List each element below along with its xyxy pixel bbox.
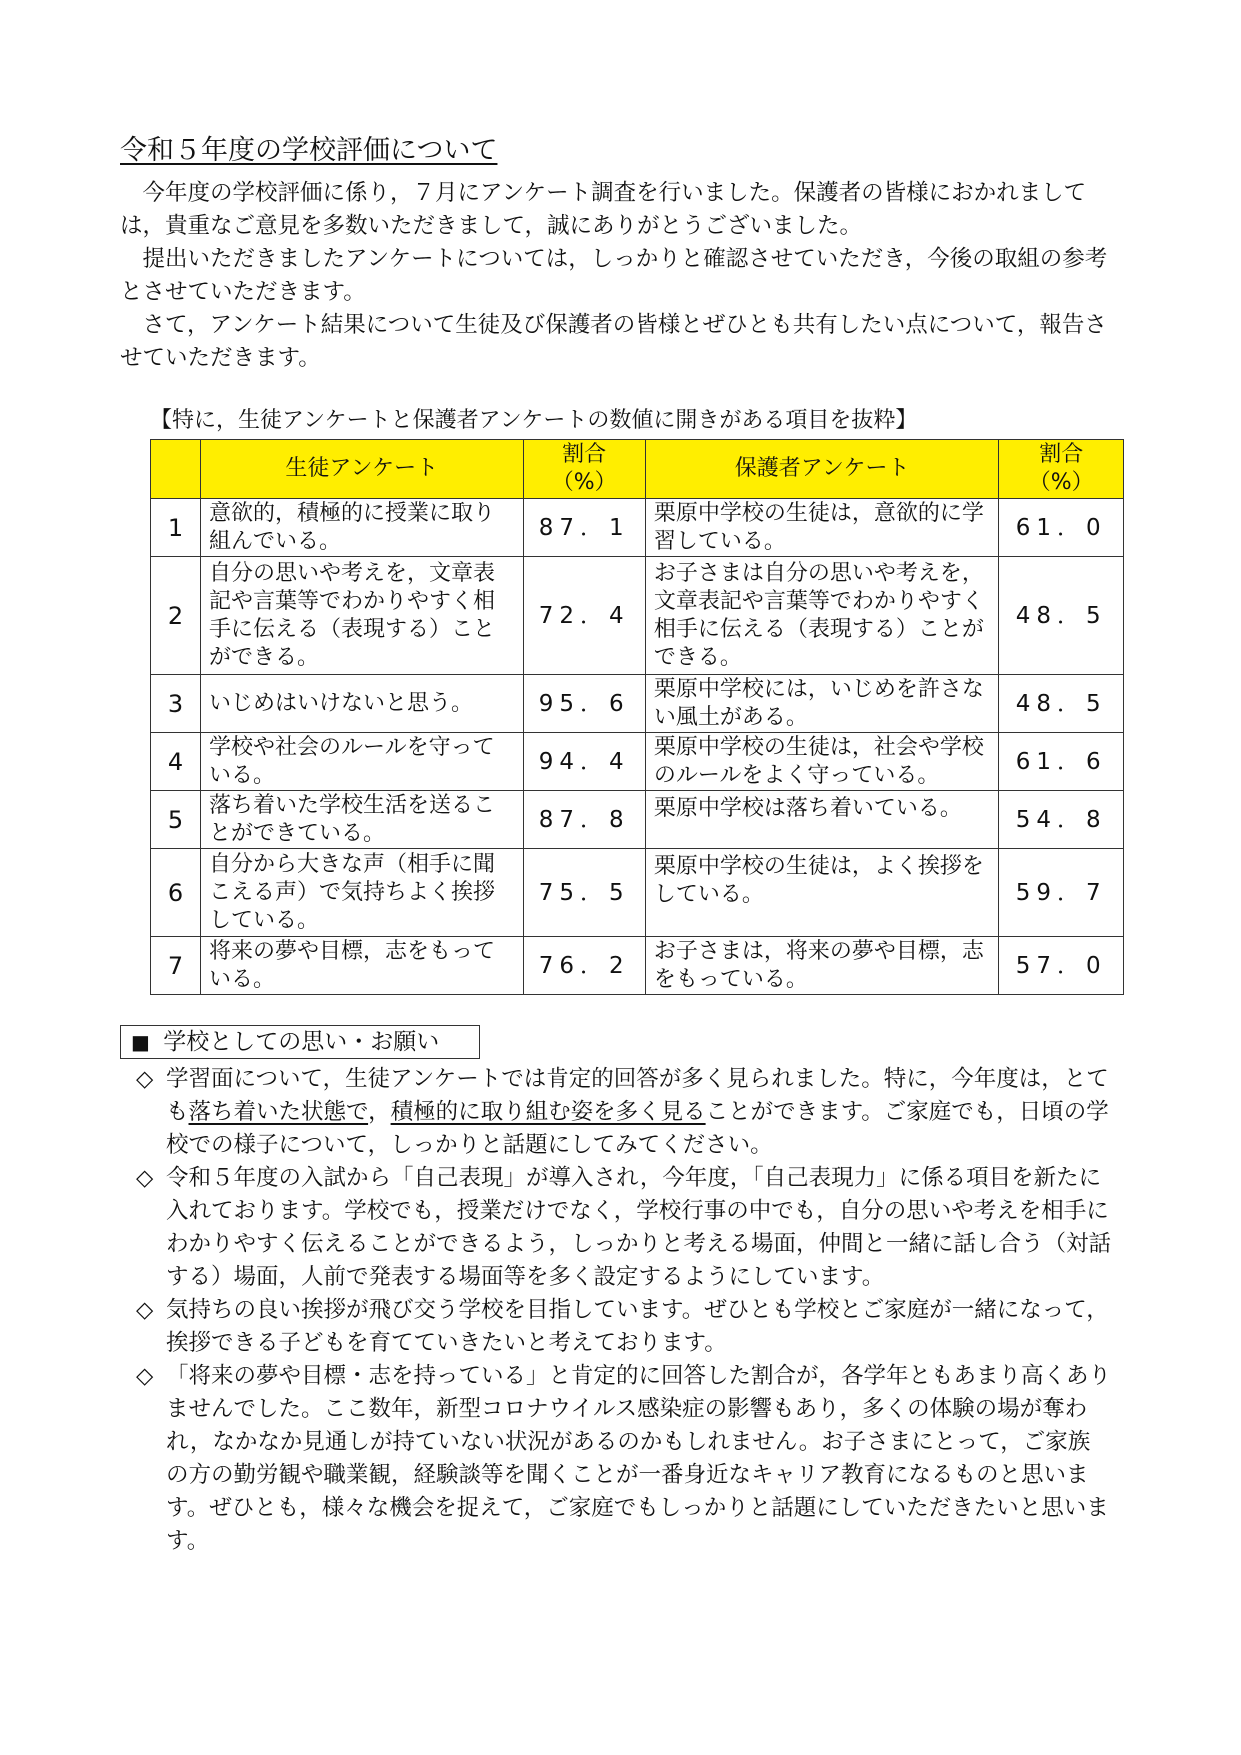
header-parent-ratio (999, 440, 1124, 499)
student-percent: 95．6 (523, 675, 645, 733)
table-row (151, 557, 1124, 675)
student-item: 意欲的，積極的に授業に取り組んでいる。 (201, 499, 523, 557)
item-text: 学習面について，生徒アンケートでは肯定的回答が多く見られました。特に，今年度は，とても (166, 1066, 1109, 1125)
parent-item: 栗原中学校の生徒は，意欲的に学習している。 (645, 499, 999, 557)
survey-table (150, 439, 1124, 995)
diamond-bullet-icon: ◇ (136, 1297, 154, 1323)
ratio-unit: （%） (551, 470, 617, 495)
row-number: 4 (151, 733, 201, 791)
student-percent: 72．4 (523, 557, 645, 675)
parent-percent: 57．0 (999, 937, 1124, 995)
table-row (151, 849, 1124, 937)
student-percent: 75．5 (523, 849, 645, 937)
table-caption: 【特に，生徒アンケートと保護者アンケートの数値に開きがある項目を抜粋】 (150, 408, 918, 433)
ratio-label: 割合 (1039, 442, 1084, 467)
student-item: 学校や社会のルールを守っている。 (201, 733, 523, 791)
header-parent: 保護者アンケート (645, 440, 999, 499)
intro-paragraph: 今年度の学校評価に係り，７月にアンケート調査を行いました。保護者の皆様におかれましては，貴重なご意見を多数いただきまして，誠にありがとうございました。 (120, 180, 1087, 239)
student-percent: 87．8 (523, 791, 645, 849)
list-item (120, 1063, 1112, 1162)
table-row (151, 733, 1124, 791)
row-number: 7 (151, 937, 201, 995)
student-item: 落ち着いた学校生活を送ることができている。 (201, 791, 523, 849)
table-row (151, 675, 1124, 733)
section-heading (120, 1025, 480, 1059)
diamond-bullet-icon: ◇ (136, 1363, 154, 1389)
intro-text (120, 177, 1120, 375)
item-text: 令和５年度の入試から「自己表現」が導入され，今年度，「自己表現力」に係る項目を新たに入れております。学校でも，授業だけでなく，学校行事の中でも，自分の思いや考えを相手にわかりやすく伝えることができるよう，しっかりと考える場面，仲間と一緒に話し合う（対話する）場面，人前で発表する場面等を多く設定するようにしています。 (166, 1165, 1112, 1290)
row-number: 3 (151, 675, 201, 733)
student-item: 自分から大きな声（相手に聞こえる声）で気持ちよく挨拶している。 (201, 849, 523, 937)
parent-item: 栗原中学校の生徒は，社会や学校のルールをよく守っている。 (645, 733, 999, 791)
request-list (120, 1063, 1120, 1558)
student-percent: 87．1 (523, 499, 645, 557)
item-text: ことができます。ご家庭でも，日頃の学校での様子について，しっかりと話題にしてみてください。 (166, 1099, 1109, 1158)
parent-item: お子さまは，将来の夢や目標，志をもっている。 (645, 937, 999, 995)
diamond-bullet-icon: ◇ (136, 1165, 154, 1191)
item-text: ， (368, 1099, 391, 1125)
row-number: 6 (151, 849, 201, 937)
table-row (151, 791, 1124, 849)
diamond-bullet-icon: ◇ (136, 1066, 154, 1092)
section-title: 学校としての思い・お願い (163, 1029, 440, 1055)
student-item: 自分の思いや考えを，文章表記や言葉等でわかりやすく相手に伝える（表現する）ことができる。 (201, 557, 523, 675)
parent-percent: 48．5 (999, 557, 1124, 675)
student-percent: 76．2 (523, 937, 645, 995)
parent-percent: 54．8 (999, 791, 1124, 849)
student-item: 将来の夢や目標，志をもっている。 (201, 937, 523, 995)
table-header-row (151, 440, 1124, 499)
parent-percent: 59．7 (999, 849, 1124, 937)
document-page (120, 128, 1120, 1558)
square-marker-icon: ■ (131, 1030, 150, 1054)
header-student: 生徒アンケート (201, 440, 523, 499)
underlined-text: 積極的に取り組む姿を多く見る (390, 1099, 706, 1125)
parent-percent: 61．6 (999, 733, 1124, 791)
item-text: 気持ちの良い挨拶が飛び交う学校を目指しています。ぜひとも学校とご家庭が一緒になって，挨拶できる子どもを育てていきたいと考えております。 (166, 1297, 1109, 1356)
row-number: 5 (151, 791, 201, 849)
underlined-text: 落ち着いた状態で (188, 1099, 369, 1125)
list-item (120, 1294, 1112, 1360)
student-percent: 94．4 (523, 733, 645, 791)
parent-percent: 61．0 (999, 499, 1124, 557)
student-item: いじめはいけないと思う。 (201, 675, 523, 733)
header-student-ratio (523, 440, 645, 499)
item-text: 「将来の夢や目標・志を持っている」と肯定的に回答した割合が，各学年ともあまり高くありませんでした。ここ数年，新型コロナウイルス感染症の影響もあり，多くの体験の場が奪われ，なかなか見通しが持ていない状況があるのかもしれません。お子さまにとって，ご家族の方の勤労観や職業観，経験談等を聞くことが一番身近なキャリア教育になるものと思います。ぜひとも，様々な機会を捉えて，ご家庭でもしっかりと話題にしていただきたいと思います。 (166, 1363, 1112, 1554)
page-title: 令和５年度の学校評価について (120, 135, 498, 166)
row-number: 2 (151, 557, 201, 675)
table-row (151, 499, 1124, 557)
parent-item: 栗原中学校の生徒は，よく挨拶をしている。 (645, 849, 999, 937)
parent-item: 栗原中学校には，いじめを許さない風土がある。 (645, 675, 999, 733)
table-row (151, 937, 1124, 995)
parent-percent: 48．5 (999, 675, 1124, 733)
intro-paragraph: さて，アンケート結果について生徒及び保護者の皆様とぜひとも共有したい点について，報告させていただきます。 (120, 312, 1107, 371)
intro-paragraph: 提出いただきましたアンケートについては，しっかりと確認させていただき，今後の取組の参考とさせていただきます。 (120, 246, 1108, 305)
header-number (151, 440, 201, 499)
list-item (120, 1360, 1112, 1558)
list-item (120, 1162, 1112, 1294)
ratio-unit: （%） (1028, 470, 1094, 495)
ratio-label: 割合 (562, 442, 607, 467)
row-number: 1 (151, 499, 201, 557)
parent-item: 栗原中学校は落ち着いている。 (645, 791, 999, 849)
parent-item: お子さまは自分の思いや考えを，文章表記や言葉等でわかりやすく相手に伝える（表現する）ことができる。 (645, 557, 999, 675)
